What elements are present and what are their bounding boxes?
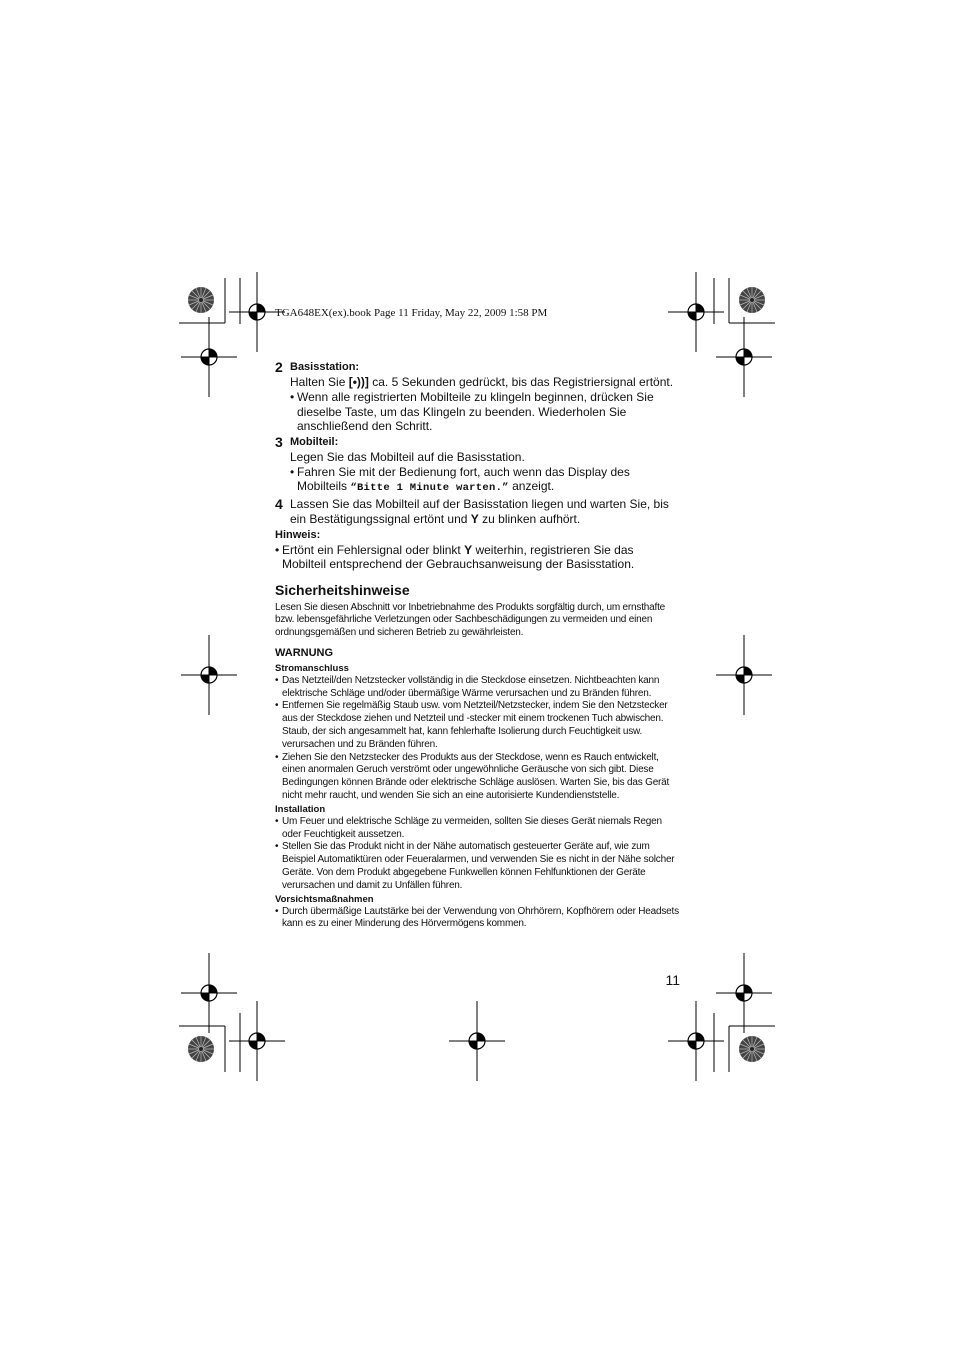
display-message: “Bitte 1 Minute warten.”: [350, 482, 509, 494]
list-item: • Ziehen Sie den Netzstecker des Produkts aus der Steckdose, wenn es Rauch entwickelt, einen anormalen Geruch verströmt oder ungewöhnliche Geräusche von sich gibt. Diese Bedingungen können Brände oder elektrische Schläge auslösen. Warten Sie, bis das Gerät nicht mehr raucht, und wenden Sie sich an eine autorisierte Kundendienststelle.: [275, 751, 670, 802]
registration-cross-icon: [716, 953, 772, 1033]
subheading-power: Stromanschluss: [275, 662, 349, 674]
list-item: • Stellen Sie das Produkt nicht in der Nähe automatisch gesteuerter Geräte auf, wie zum Beispiel Automatiktüren oder Feueralarmen, und verwenden Sie es nicht in der Nähe solcher Geräte. Von dem Produkt abgegebene Funkwellen können Fehlfunktionen der Geräte verursachen und damit zu Unfällen führen.: [275, 841, 675, 891]
step-3-note: • Fahren Sie mit der Bedienung fort, auch wenn das Display des Mobilteils “Bitte 1 Minute warten.” anzeigt.: [290, 464, 630, 494]
step-instruction: Legen Sie das Mobilteil auf die Basisstation.: [290, 449, 525, 464]
step-3: [275, 435, 680, 465]
list-item: • Durch übermäßige Lautstärke bei der Verwendung von Ohrhörern, Kopfhörern oder Headsets kann es zu einer Minderung des Hörvermögens kommen.: [275, 905, 679, 930]
registration-cross-icon: [229, 1001, 285, 1081]
bullet: •: [275, 905, 279, 917]
step-instruction: Halten Sie [•))] ca. 5 Sekunden gedrückt, bis das Registriersignal ertönt.: [290, 375, 674, 389]
note-text: • Ertönt ein Fehlersignal oder blinkt Y weiterhin, registrieren Sie das Mobilteil entsprechend der Gebrauchsanweisung der Basisstation.: [275, 542, 635, 571]
bullet: •: [275, 751, 279, 763]
section-title: Sicherheitshinweise: [275, 581, 410, 598]
step-number: 3: [275, 433, 283, 450]
star-target-icon: [739, 1036, 765, 1062]
star-target-icon: [188, 1036, 214, 1062]
step-title: Mobilteil:: [290, 435, 339, 448]
step-title: Basisstation:: [290, 361, 360, 373]
step-2: [275, 360, 680, 390]
step-2-note: • Wenn alle registrierten Mobilteile zu klingeln beginnen, drücken Sie dieselbe Taste, um das Klingeln zu beenden. Wiederholen Sie anschließend den Schritt.: [290, 390, 654, 433]
subheading-installation: Installation: [275, 803, 326, 815]
registration-cross-icon: [181, 317, 237, 397]
antenna-icon: Y: [464, 542, 473, 557]
registration-cross-icon: [668, 272, 724, 352]
page-button-icon: [•))]: [348, 375, 369, 389]
section-intro: Lesen Sie diesen Abschnitt vor Inbetriebnahme des Produkts sorgfältig durch, um ernsthafte bzw. lebensgefährliche Verletzungen oder Sachbeschädigungen zu vermeiden und einen ordnungsgemäßen und sicheren Betrieb zu gewährleisten.: [275, 601, 666, 639]
bullet: •: [290, 464, 295, 479]
registration-cross-icon: [716, 635, 772, 715]
bullet: •: [275, 542, 280, 557]
list-item: • Um Feuer und elektrische Schläge zu vermeiden, sollten Sie dieses Gerät niemals Regen oder Feuchtigkeit aussetzen.: [275, 815, 662, 840]
step-number: 2: [275, 359, 283, 375]
bullet: •: [275, 841, 279, 853]
star-target-icon: [739, 287, 765, 313]
bullet: •: [275, 815, 279, 827]
list-item: • Das Netzteil/den Netzstecker vollständig in die Steckdose einsetzen. Nichtbeachten kann elektrische Schläge und/oder übermäßige Wärme verursachen und zu Bränden führen.: [275, 674, 660, 699]
bullet: •: [290, 390, 295, 404]
antenna-icon: Y: [470, 511, 479, 526]
registration-cross-icon: [181, 635, 237, 715]
step-number: 4: [275, 495, 283, 512]
bullet: •: [275, 674, 279, 686]
print-header: TGA648EX(ex).book Page 11 Friday, May 22, 2009 1:58 PM: [275, 307, 548, 319]
bullet: •: [275, 700, 279, 712]
step-4: [275, 497, 680, 527]
page-content: [275, 360, 680, 931]
step-instruction: Lassen Sie das Mobilteil auf der Basisstation liegen und warten Sie, bis ein Bestätigungssignal ertönt und Y zu blinken aufhört.: [290, 496, 669, 526]
list-item: • Entfernen Sie regelmäßig Staub usw. vom Netzteil/Netzstecker, indem Sie den Netzstecker aus der Steckdose ziehen und Netzteil und -stecker mit einem trockenen Tuch abwischen. Staub, der sich angesammelt hat, kann fehlerhafte Isolierung durch Feuchtigkeit usw. verursachen und zu Bränden führen.: [275, 700, 668, 750]
registration-cross-icon: [716, 317, 772, 397]
subheading-precautions: Vorsichtsmaßnahmen: [275, 893, 374, 905]
note-heading: Hinweis:: [275, 528, 321, 541]
registration-cross-icon: [181, 953, 237, 1033]
star-target-icon: [188, 287, 214, 313]
warning-heading: WARNUNG: [275, 646, 334, 659]
registration-cross-icon: [449, 1001, 505, 1081]
page-number: 11: [665, 972, 680, 988]
registration-cross-icon: [668, 1001, 724, 1081]
